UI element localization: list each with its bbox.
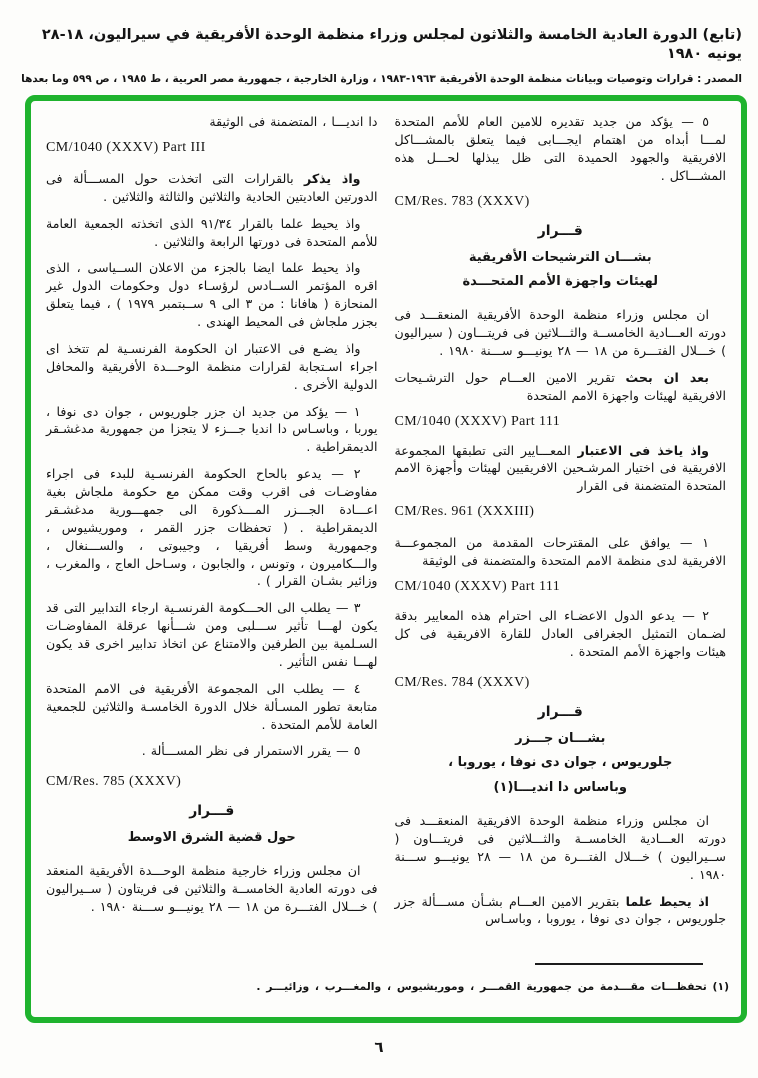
- page-number: ٦: [374, 1038, 384, 1056]
- decision-1-subtitle-line1: بشـــان الترشيحات الأفريقية: [468, 249, 652, 265]
- operative-2-calls-negotiations: ٢ — يدعو بالحاح الحكومة الفرنسـية للبدء فى اجراء مفاوضـات فى اقرب وقت ممكن مع حكومة ملجاش بغية اعـــادة الجـــزر المـــذكورة الى جمهـــورية مدغشـقر الديمقراطية . ( تحفظات جزر القمر ، وموريشيوس ، وجمهورية وسط أفريقيا ، وجيبوتى ، والســـنغال ، والـــكاميرون ، وتونس ، والجابون ، وسـاحل العاج ، والمغرب ، وزائير بشـان القرار ) .: [46, 466, 378, 589]
- operative-4-requests-follow-up: ٤ — يطلب الى المجموعة الأفريقية فى الامم المتحدة متابعة تطور المسـألة خلال الدورة الخامسـة والثلاثين للجمعية العامة للأمم المتحدة .: [46, 680, 378, 732]
- paragraph-text: تقرير الامين العـــام حول الترشـيحات الافريقية لهيئات واجهزة الامم المتحدة: [394, 369, 726, 403]
- column-left: [46, 113, 378, 957]
- decision-2-noting: [395, 893, 727, 929]
- two-column-layout: [46, 113, 726, 957]
- decision-2-subtitle-line2: جلوريوس ، جوان دى نوفا ، يوروبا ،: [448, 755, 673, 771]
- header-session-title: (تابع) الدورة العادية الخامسة والثلاثون لمجلس وزراء منظمة الوحدة الأفريقية في سيراليون، ١٨-٢٨ يونيه ١٩٨٠: [41, 27, 742, 62]
- paragraph-text: بالقرارات التى اتخذت حول المســـألة فى الدورتين العاديتين الحادية والثلاثين والثالثة والثلاثين .: [46, 170, 378, 204]
- bold-lead: اذ يحيط علما: [625, 893, 709, 909]
- page-header: [16, 26, 742, 85]
- operative-3-requests-postpone: ٣ — يطلب الى الحـــكومة الفرنسـية ارجاء التدابير التى قد يكون لهـــا تأثير ســـلبى ومن شـــأنها عرقلة المفاوضـات السـلمية بين الطرفين والامتناع عن اتخاذ تدابير اخرى قد يكون لهـــا نفس التأثير .: [46, 600, 378, 669]
- green-content-frame: [25, 95, 747, 1023]
- footnote-separator-rule: [535, 963, 703, 965]
- noting-non-aligned-declaration: واذ يحيط علما ايضا بالجزء من الاعلان الســياسى ، الذى اقره المؤتمر الســادس لرؤسـاء دول وحكومات الدول غير المنحازة ( هافانا : من ٣ الى ٩ ســبتمبر ١٩٧٩ ) ، فيما يتعلق بجزر ملجاش فى المحيط الهندى .: [46, 260, 378, 329]
- decision-heading-1: قـــرار: [537, 222, 583, 239]
- considering-french-government: واذ يضـع فى الاعتبار ان الحكومة الفرنسـية لم تتخذ اى اجراء اسـتجابة لقرارات منظمة الوحـــدة الأفريقية والمحافل الدولية الأخرى .: [46, 340, 378, 392]
- decision-3-preamble: ان مجلس وزراء خارجية منظمة الوحـــدة الأفريقية المنعقد فى دورته العادية الخامســة والثلاثين فى فريتاون ( ســيراليون ) خـــلال الفتـــرة من ١٨ — ٢٨ يونيـــو ســـنة ١٩٨٠ .: [46, 863, 378, 914]
- doc-ref-cm-1040-part3: CM/1040 (XXXV) Part III: [46, 139, 206, 155]
- recalling-paragraph: [46, 170, 378, 206]
- decision-2-subtitle-line3: وباساس دا انديـــا(١): [493, 780, 627, 796]
- doc-ref-cm-res-783: CM/Res. 783 (XXXV): [394, 193, 530, 209]
- doc-ref-cm-res-961: CM/Res. 961 (XXXIII): [394, 504, 535, 520]
- decision-1-criteria: [395, 442, 727, 496]
- decision-1-considered: [395, 369, 727, 405]
- decision-1-operative-2: ٢ — يدعو الدول الاعضـاء الى احترام هذه المعايير بدقة لضـمان التمثيل الجغرافى العادل للقارة الافريقية فى كل هيئات واجهزة الأمم المتحدة .: [394, 607, 726, 659]
- decision-heading-3: قـــرار: [189, 803, 235, 820]
- paragraph-text: المعـــايير التى تطبقها المجموعة الافريقية فى اختيار المرشـحين الافريقيين لهيئات وأجهزة الامم المتحدة المتضمنة فى القرار: [394, 442, 726, 494]
- bold-lead: واذ ياخذ فى الاعتبار: [577, 442, 709, 458]
- footnote-reservations: (١) تحفظـــات مقـــدمة من جمهورية القمـــر ، وموريشيوس ، والمغـــرب ، وزائيـــر .: [256, 980, 729, 993]
- operative-1-reaffirms: ١ — يؤكد من جديد ان جزر جلوريوس ، جوان دى نوفا ، يوربا ، وباسـاس دا انديا جـــزء لا يتجزا من جمهورية مدغشـقر الديمقراطية .: [46, 403, 378, 455]
- noting-resolution-34-91: واذ يحيط علما بالقرار ٩١/٣٤ الذى اتخذته الجمعية العامة للأمم المتحدة فى دورتها الرابعة والثلاثين .: [46, 215, 378, 249]
- paragraph-text: بتقرير الامين العـــام بشـأن مســـألة جزر جلوريوس ، جوان دى نوفا ، يوروبا ، وباسـاس: [394, 893, 726, 927]
- decision-2-preamble: ان مجلس وزراء منظمة الوحدة الافريقية المنعقـــد فى دورته العـــادية الخامســة والثـــلاثين فى فريتـــاون ( ســيراليون ) خـــلال الفتـــرة من ١٨ — ٢٨ يونيـــو ســـنة ١٩٨٠ .: [394, 813, 726, 882]
- decision-2-subtitle-line1: بشـــان جـــزر: [515, 730, 606, 746]
- doc-ref-cm-1040-part111-a: CM/1040 (XXXV) Part 111: [394, 413, 561, 429]
- decision-1-operative-1: ١ — يوافق على المقترحات المقدمة من المجموعـــة الافريقية لدى منظمة الامم المتحدة والمتضمنة فى الوثيقة: [394, 535, 726, 569]
- continuation-line: دا انديـــا ، المتضمنة فى الوثيقة: [209, 114, 378, 129]
- operative-5-decides: ٥ — يقرر الاستمرار فى نظر المســـألة .: [141, 743, 361, 759]
- decision-heading-2: قـــرار: [537, 703, 583, 720]
- bold-lead: واذ يذكر: [304, 170, 361, 186]
- column-right: [395, 113, 727, 957]
- bold-lead: بعد ان بحث: [625, 369, 709, 385]
- header-source-note: المصدر : قرارات وتوصيات وبيانات منظمة الوحدة الأفريقية ١٩٦٣-١٩٨٣ ، وزارة الخارجية ، جمهورية مصر العربية ، ط ١٩٨٥ ، ص ٥٩٩ وما بعدها: [21, 72, 742, 85]
- decision-1-preamble: ان مجلس وزراء منظمة الوحدة الأفريقية المنعقـــد فى دورته العـــادية الخامســة والثـــلاثين فى فريتـــاون ( سيراليون ) خـــلال الفتـــرة من ١٨ — ٢٨ يونيـــو ســـنة ١٩٨٠ .: [394, 307, 726, 358]
- decision-1-subtitle-line2: لهيئات واجهزة الأمم المتحـــدة: [462, 274, 658, 290]
- doc-ref-cm-1040-part111-b: CM/1040 (XXXV) Part 111: [394, 578, 561, 594]
- decision-3-subtitle: حول قضية الشرق الاوسط: [127, 830, 296, 846]
- doc-ref-cm-res-784: CM/Res. 784 (XXXV): [394, 674, 530, 690]
- paragraph-item-5-un-secretary: ٥ — يؤكد من جديد تقديره للامين العام للأمم المتحدة لمـــا أبداه من اهتمام ايجـــابى فيما يتعلق بالمشـــاكل الافريقية والجهود الحميدة التى ظل يبذلها لحـــل هذه المشـــاكل .: [394, 114, 726, 183]
- doc-ref-cm-res-785: CM/Res. 785 (XXXV): [46, 774, 182, 790]
